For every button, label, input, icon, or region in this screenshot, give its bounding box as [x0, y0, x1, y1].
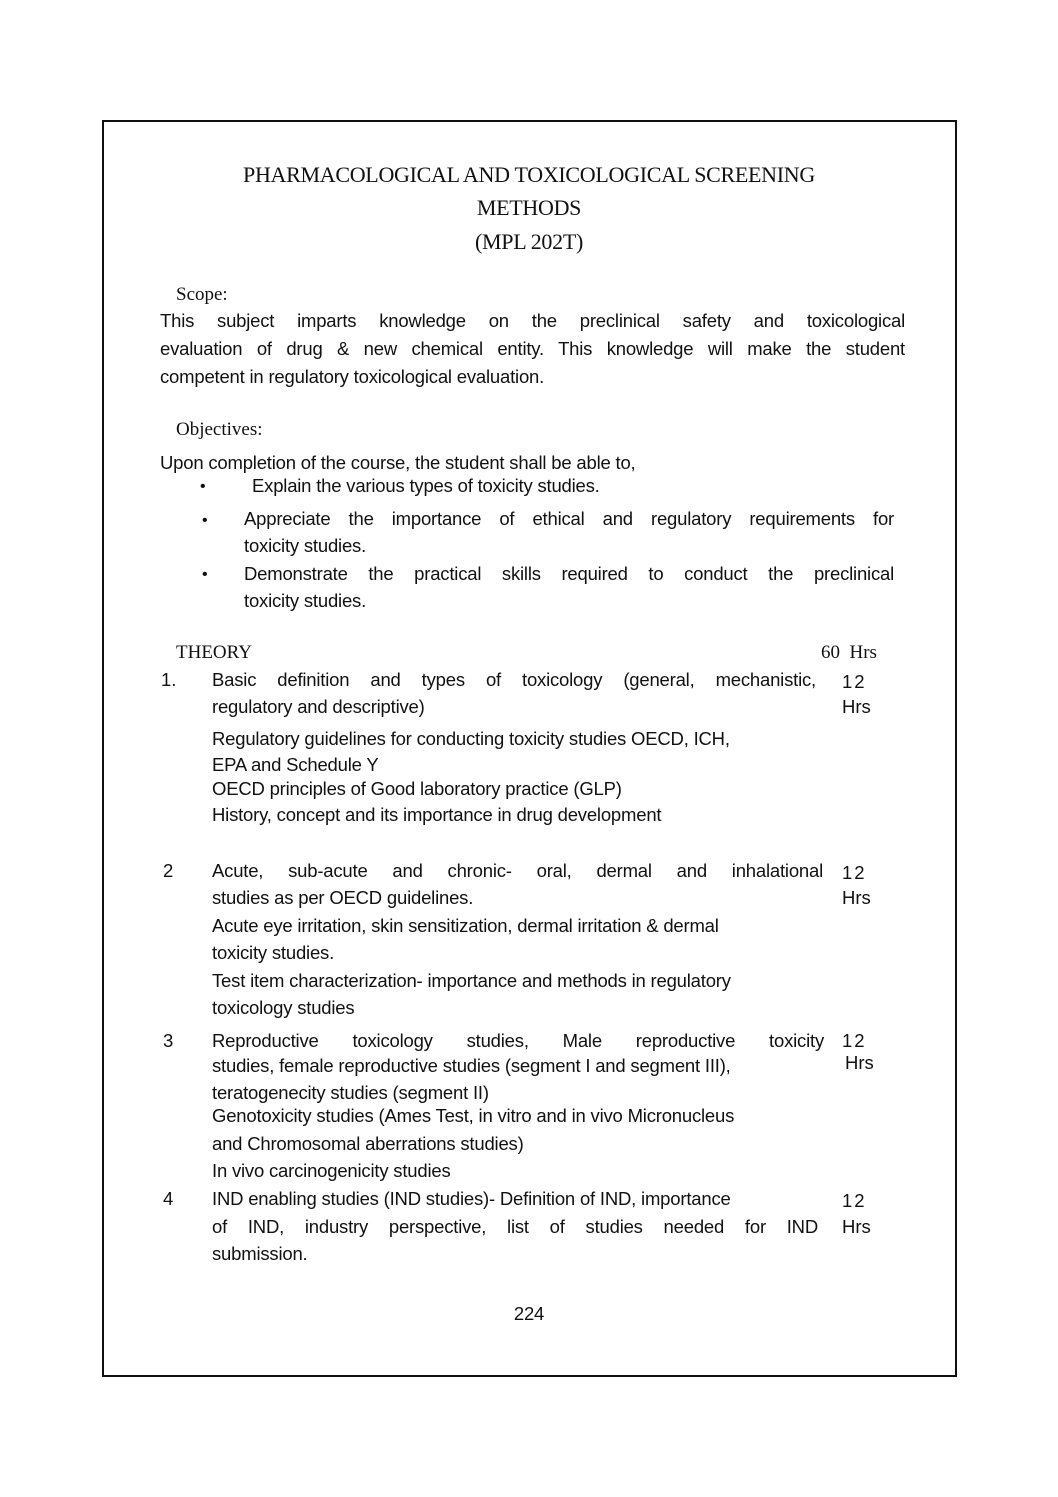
unit-line: In vivo carcinogenicity studies — [212, 1160, 451, 1181]
theory-total-hours: 60 Hrs — [821, 642, 877, 663]
scope-line: competent in regulatory toxicological evaluation. — [160, 366, 545, 387]
unit-number: 3 — [163, 1030, 174, 1051]
unit-hours-value: 12 — [842, 1030, 867, 1051]
theory-heading: THEORY — [176, 642, 252, 663]
unit-line: IND enabling studies (IND studies)- Definition of IND, importance — [212, 1188, 731, 1209]
unit-line: Acute, sub-acute and chronic- oral, dermal and inhalational — [212, 860, 823, 881]
unit-line: and Chromosomal aberrations studies) — [212, 1133, 524, 1154]
unit-hours-value: 12 — [842, 1190, 867, 1211]
unit-line: submission. — [212, 1243, 308, 1264]
objective-item-continued: toxicity studies. — [244, 535, 367, 556]
unit-line: Regulatory guidelines for conducting toxicity studies OECD, ICH, — [212, 728, 730, 749]
unit-number: 1. — [161, 669, 177, 690]
unit-line: Acute eye irritation, skin sensitization, dermal irritation & dermal — [212, 915, 719, 936]
unit-line: toxicity studies. — [212, 942, 335, 963]
objectives-intro: Upon completion of the course, the student shall be able to, — [160, 452, 636, 473]
bullet-icon: • — [202, 566, 208, 583]
objective-item-continued: toxicity studies. — [244, 590, 367, 611]
unit-hours-value: 12 — [842, 671, 867, 692]
unit-hours-unit: Hrs — [842, 887, 871, 908]
document-title-line-1: PHARMACOLOGICAL AND TOXICOLOGICAL SCREENING — [243, 162, 815, 187]
unit-line: Basic definition and types of toxicology (general, mechanistic, — [212, 669, 816, 690]
unit-line: Test item characterization- importance and methods in regulatory — [212, 970, 731, 991]
scope-heading: Scope: — [176, 284, 228, 305]
objective-item: Demonstrate the practical skills required to conduct the preclinical — [244, 563, 894, 584]
unit-line: History, concept and its importance in drug development — [212, 804, 662, 825]
unit-hours-unit: Hrs — [842, 696, 871, 717]
document-title-line-2: METHODS — [476, 195, 582, 220]
objectives-heading: Objectives: — [176, 419, 263, 440]
unit-hours-value: 12 — [842, 862, 867, 883]
unit-number: 2 — [163, 860, 174, 881]
scope-line: This subject imparts knowledge on the preclinical safety and toxicological — [160, 310, 905, 331]
unit-number: 4 — [163, 1188, 174, 1209]
course-code: (MPL 202T) — [474, 229, 583, 254]
unit-line: studies, female reproductive studies (segment I and segment III), — [212, 1055, 731, 1076]
unit-line: Reproductive toxicology studies, Male reproductive toxicity — [212, 1030, 824, 1051]
unit-line: EPA and Schedule Y — [212, 754, 379, 775]
unit-line: toxicology studies — [212, 997, 355, 1018]
unit-line: Genotoxicity studies (Ames Test, in vitro and in vivo Micronucleus — [212, 1105, 735, 1126]
unit-line: studies as per OECD guidelines. — [212, 887, 474, 908]
unit-line: of IND, industry perspective, list of studies needed for IND — [212, 1216, 818, 1237]
bullet-icon: • — [202, 512, 208, 529]
scope-line: evaluation of drug & new chemical entity. This knowledge will make the student — [160, 338, 905, 359]
bullet-icon: • — [200, 478, 206, 495]
unit-hours-unit: Hrs — [845, 1052, 874, 1073]
unit-line: OECD principles of Good laboratory practice (GLP) — [212, 778, 622, 799]
page-number: 224 — [513, 1303, 545, 1324]
unit-line: teratogenecity studies (segment II) — [212, 1082, 489, 1103]
objective-item: Explain the various types of toxicity studies. — [252, 475, 600, 496]
unit-line: regulatory and descriptive) — [212, 696, 425, 717]
objective-item: Appreciate the importance of ethical and regulatory requirements for — [244, 508, 894, 529]
unit-hours-unit: Hrs — [842, 1216, 871, 1237]
